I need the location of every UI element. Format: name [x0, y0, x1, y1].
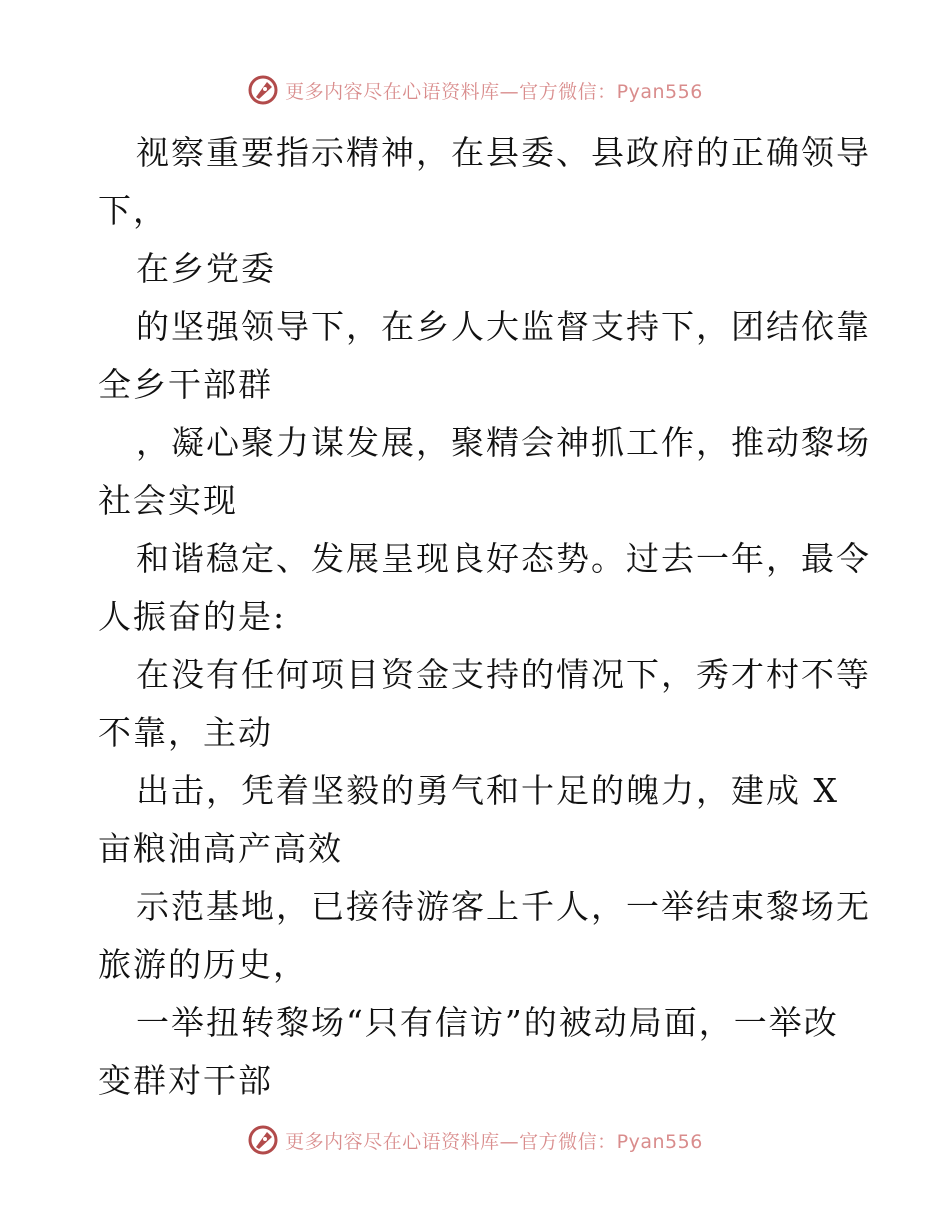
document-body — [98, 124, 871, 1110]
body-line: 人振奋的是: — [98, 597, 287, 636]
body-line: 视察重要指示精神，在县委、县政府的正确领导 — [136, 133, 871, 172]
body-line: 出击，凭着坚毅的勇气和十足的魄力，建成 X — [136, 771, 839, 810]
body-line: 社会实现 — [98, 481, 238, 520]
body-line: 不靠，主动 — [98, 713, 273, 752]
body-line: 在没有任何项目资金支持的情况下，秀才村不等 — [136, 655, 871, 694]
body-line: 下， — [98, 191, 168, 230]
body-line: 一举扭转黎场“只有信访”的被动局面，一举改 — [136, 1003, 839, 1042]
body-line: 亩粮油高产高效 — [98, 829, 343, 868]
body-line: 和谐稳定、发展呈现良好态势。过去一年，最令 — [136, 539, 871, 578]
pen-nib-circle-icon — [247, 1124, 279, 1156]
watermark-text: 更多内容尽在心语资料库—官方微信：Pyan556 — [285, 1130, 703, 1153]
body-line: 示范基地，已接待游客上千人，一举结束黎场无 — [136, 887, 871, 926]
pen-nib-circle-icon — [247, 74, 279, 106]
header-watermark — [0, 70, 950, 110]
body-line: 在乡党委 — [136, 249, 276, 288]
body-line: 旅游的历史， — [98, 945, 308, 984]
watermark-text: 更多内容尽在心语资料库—官方微信：Pyan556 — [285, 80, 703, 103]
footer-watermark — [0, 1120, 950, 1160]
body-line: 全乡干部群 — [98, 365, 273, 404]
body-line: ，凝心聚力谋发展，聚精会神抓工作，推动黎场 — [136, 423, 871, 462]
body-line: 变群对干部 — [98, 1061, 273, 1100]
body-line: 的坚强领导下，在乡人大监督支持下，团结依靠 — [136, 307, 871, 346]
